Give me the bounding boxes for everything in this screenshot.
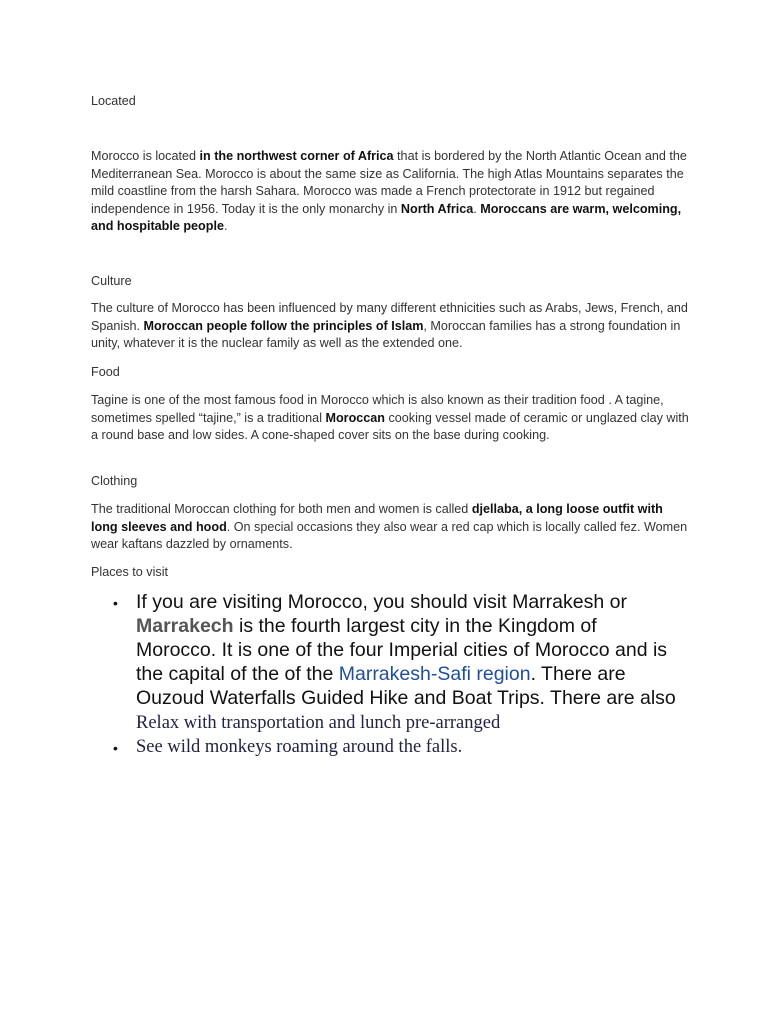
list-item	[91, 735, 681, 759]
text: The traditional Moroccan clothing for both men and women is called	[91, 502, 472, 516]
heading-places: Places to visit	[91, 565, 168, 579]
serif-text: Relax with transportation and lunch pre-arranged	[136, 713, 501, 733]
text: .	[223, 219, 228, 234]
text: Tagine is one of the most famous food in Morocco which is also known as their tradition food . A tagine, sometimes spelled “tajine,” is a traditional	[91, 393, 664, 425]
bullet-icon: •	[113, 595, 118, 611]
text: If you are visiting Morocco, you should visit Marrakesh or	[136, 591, 627, 613]
places-list	[91, 590, 681, 759]
text: , Moroccan families has a strong foundation in unity, whatever it is the nuclear family as well as the extended one.	[91, 318, 681, 351]
list-item-text: See wild monkeys roaming around the falls.	[136, 737, 463, 757]
paragraph-culture	[91, 300, 691, 353]
text: cooking vessel made of ceramic or unglazed clay with a round base and low sides. A cone-shaped cover sits on the base during cooking.	[91, 410, 689, 443]
city-name: Marrakech	[136, 615, 234, 637]
paragraph-clothing	[91, 501, 691, 554]
bold-text: Moroccans are warm, welcoming, and hospitable people	[91, 201, 682, 234]
text: that is bordered by the North Atlantic Ocean and the Mediterranean Sea. Morocco is about the same size as California. The high Atlas Mountains separates the mild coastline from the harsh Sahara. Morocco was made a French protectorate in 1912 but regained independence in 1956. Today it is the only monarchy in	[91, 149, 687, 216]
text: . On special occasions they also wear a red cap which is locally called fez. Women wear kaftans dazzled by ornaments.	[91, 519, 688, 552]
heading-culture: Culture	[91, 274, 132, 288]
text: . There are Ouzoud Waterfalls Guided Hike and Boat Trips. There are also	[136, 663, 676, 709]
heading-located: Located	[91, 94, 136, 108]
text: .	[473, 201, 481, 216]
text: Morocco is located	[91, 149, 200, 163]
heading-food: Food	[91, 365, 120, 379]
text: The culture of Morocco has been influenced by many different ethnicities such as Arabs, Jews, French, and Spanish.	[91, 301, 688, 333]
text: is the fourth largest city in the Kingdom of Morocco. It is one of the four Imperial cities of Morocco and is the capital of the of the	[136, 615, 668, 685]
bold-text: djellaba, a long loose outfit with long sleeves and hood	[91, 502, 663, 534]
paragraph-located	[91, 148, 691, 236]
heading-clothing: Clothing	[91, 474, 138, 488]
list-item	[91, 590, 681, 735]
bold-text: Moroccan	[325, 410, 385, 425]
list-item-text	[136, 590, 681, 735]
paragraph-food	[91, 392, 691, 445]
bold-text: North Africa	[400, 201, 474, 216]
bullet-icon: •	[113, 740, 118, 756]
bold-text: in the northwest corner of Africa	[199, 149, 394, 163]
bold-text: Moroccan people follow the principles of Islam	[143, 318, 424, 333]
region-link[interactable]: Marrakesh-Safi region	[338, 663, 531, 685]
